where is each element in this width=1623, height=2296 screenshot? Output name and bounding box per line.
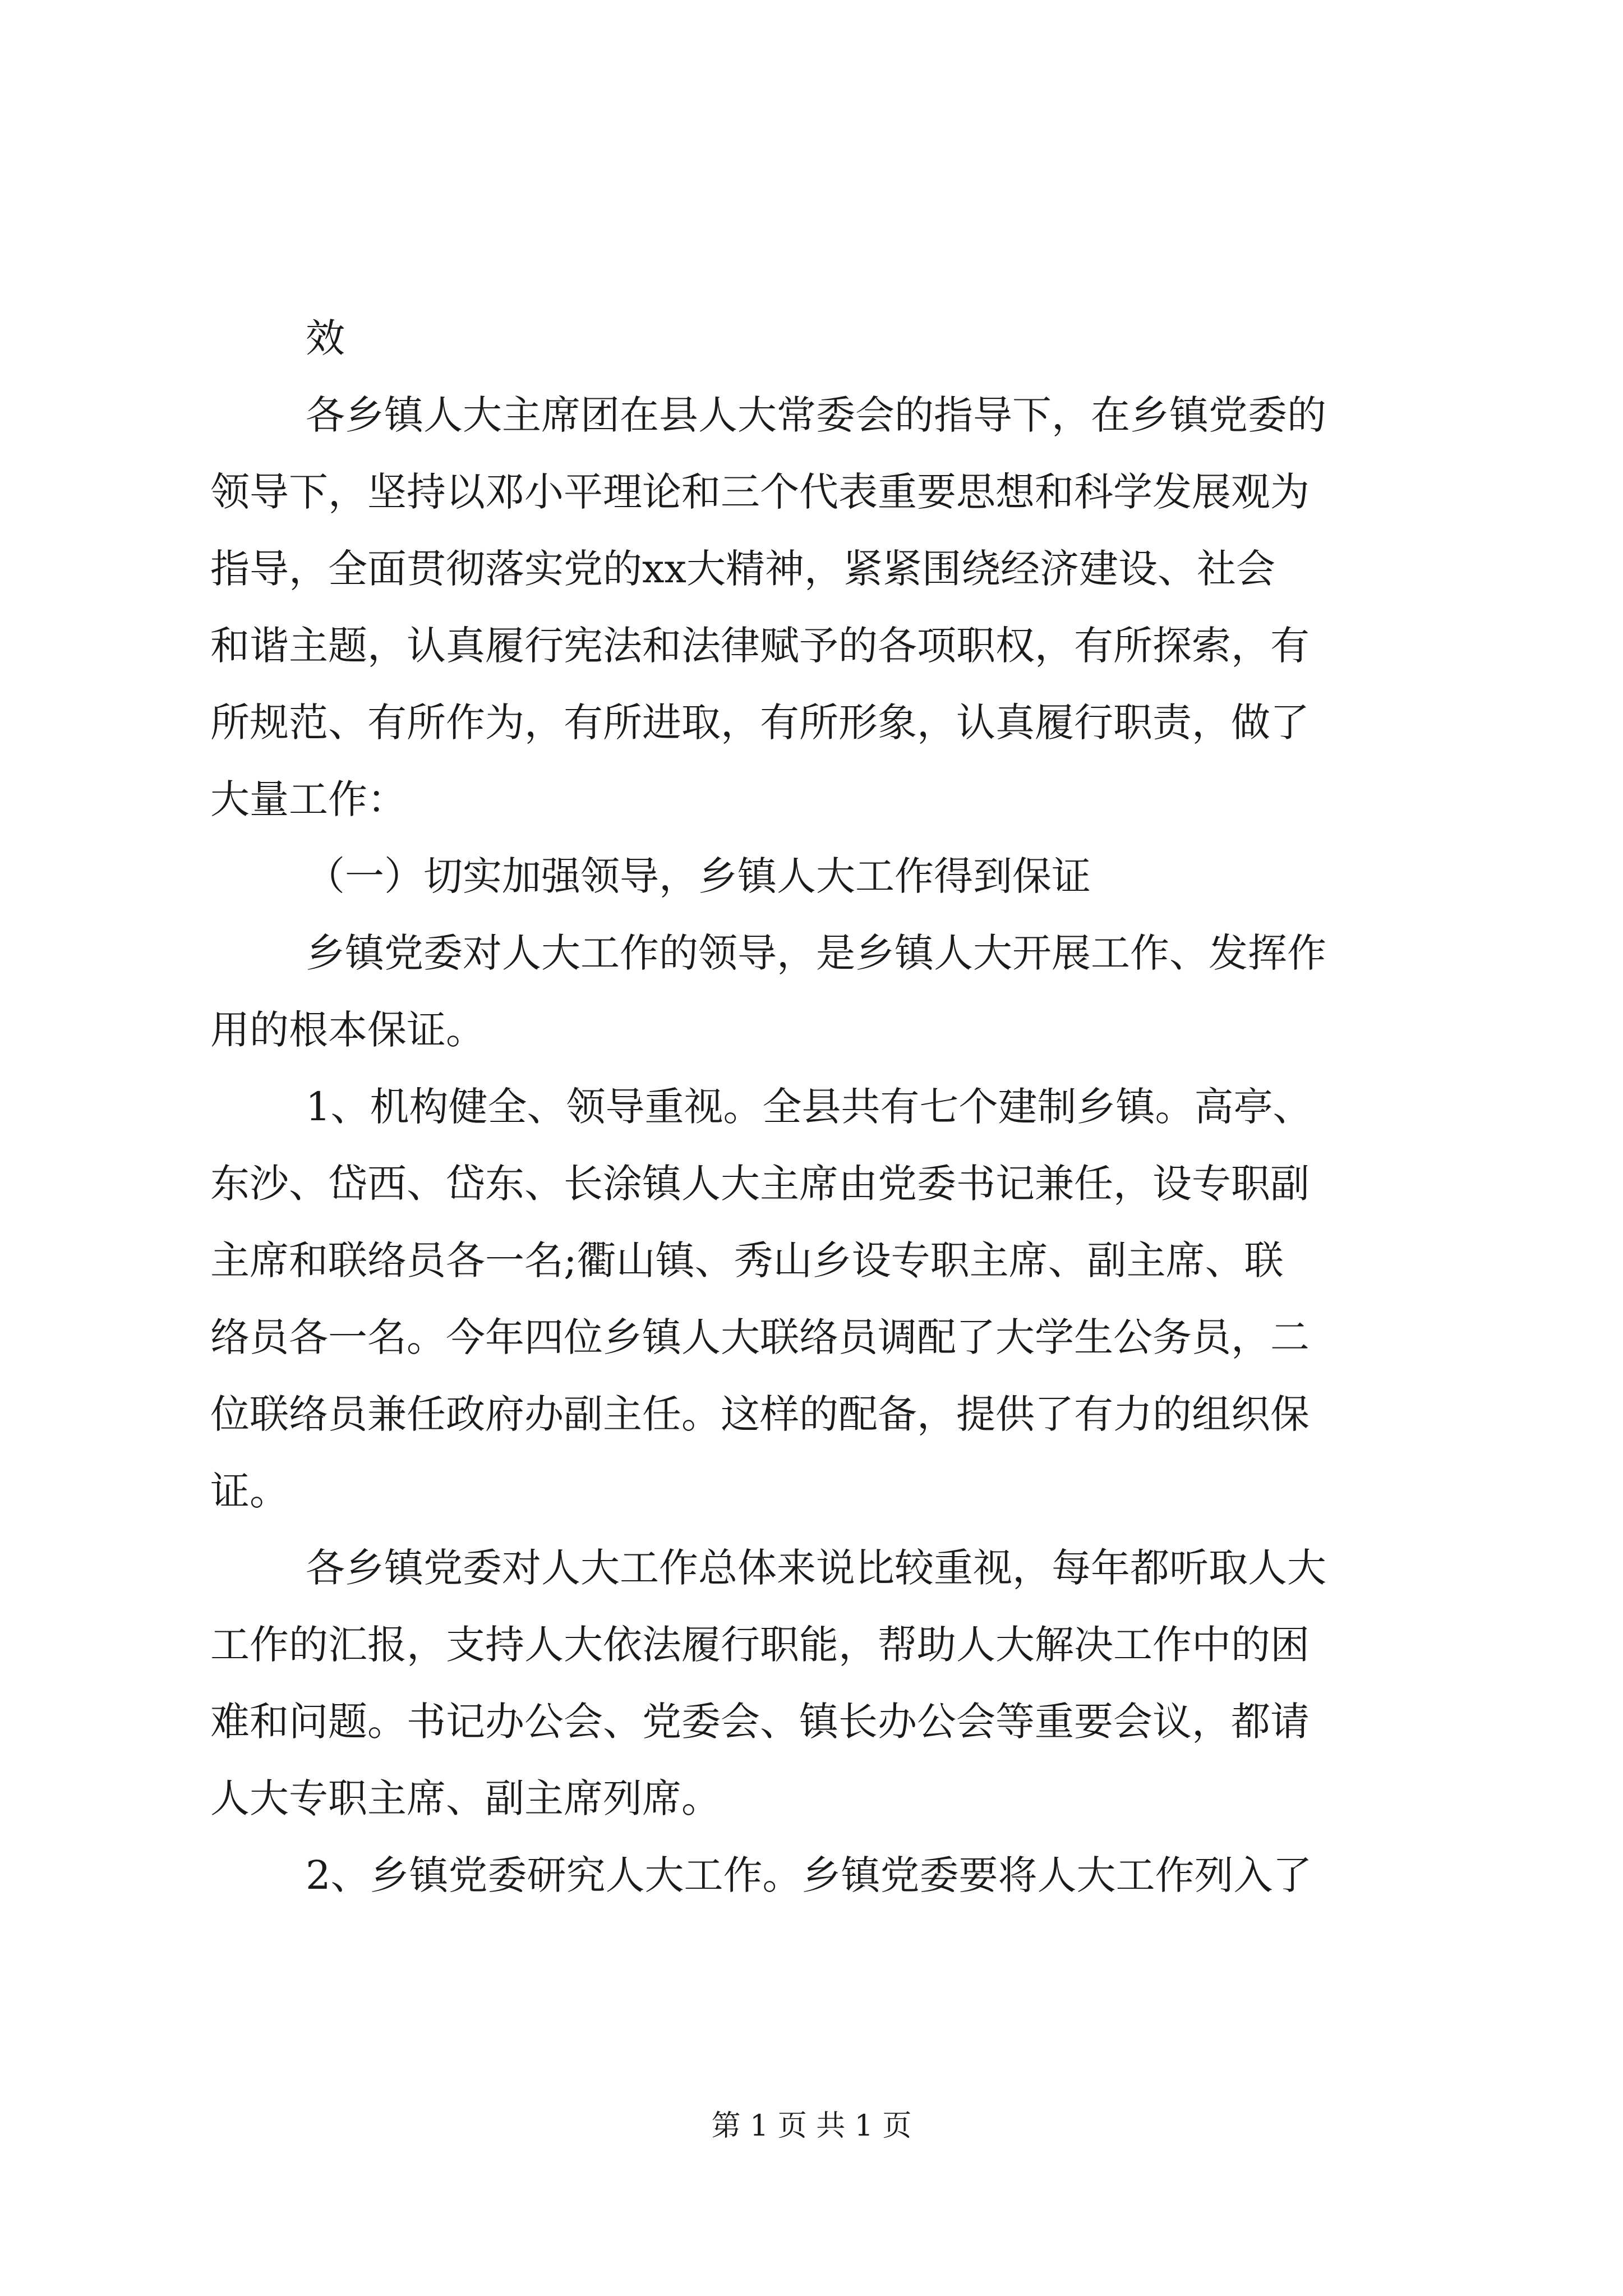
text-line: 效 (306, 315, 345, 361)
text-line: 用的根本保证。 (210, 1007, 485, 1053)
text-line: 指导，全面贯彻落实党的xx大精神，紧紧围绕经济建设、社会 (210, 546, 1275, 592)
text-line: 络员各一名。今年四位乡镇人大联络员调配了大学生公务员，二 (210, 1314, 1310, 1360)
page-footer: 第 1 页 共 1 页 (711, 2109, 912, 2143)
text-line: 证。 (210, 1468, 289, 1514)
text-line: 东沙、岱西、岱东、长涂镇人大主席由党委书记兼任，设专职副 (210, 1161, 1310, 1207)
text-line: 各乡镇人大主席团在县人大常委会的指导下，在乡镇党委的 (306, 392, 1326, 438)
text-line: 难和问题。书记办公会、党委会、镇长办公会等重要会议，都请 (210, 1699, 1310, 1745)
text-line: 1、机构健全、领导重视。全县共有七个建制乡镇。高亭、 (306, 1084, 1312, 1130)
text-line: 乡镇党委对人大工作的领导，是乡镇人大开展工作、发挥作 (306, 930, 1326, 976)
text-line: 主席和联络员各一名;衢山镇、秀山乡设专职主席、副主席、联 (210, 1237, 1284, 1283)
text-line: 各乡镇党委对人大工作总体来说比较重视，每年都听取人大 (306, 1545, 1326, 1591)
text-line: 位联络员兼任政府办副主任。这样的配备，提供了有力的组织保 (210, 1391, 1310, 1437)
text-line: 人大专职主席、副主席列席。 (210, 1775, 721, 1821)
text-line: 和谐主题，认真履行宪法和法律赋予的各项职权，有所探索，有 (210, 623, 1310, 669)
section-heading: （一）切实加强领导，乡镇人大工作得到保证 (306, 853, 1091, 899)
text-line: 领导下，坚持以邓小平理论和三个代表重要思想和科学发展观为 (210, 469, 1310, 515)
text-line: 所规范、有所作为，有所进取，有所形象，认真履行职责，做了 (210, 700, 1310, 746)
text-line: 工作的汇报，支持人大依法履行职能，帮助人大解决工作中的困 (210, 1622, 1310, 1668)
text-line: 大量工作： (210, 776, 407, 822)
text-line: 2、乡镇党委研究人大工作。乡镇党委要将人大工作列入了 (306, 1852, 1312, 1898)
